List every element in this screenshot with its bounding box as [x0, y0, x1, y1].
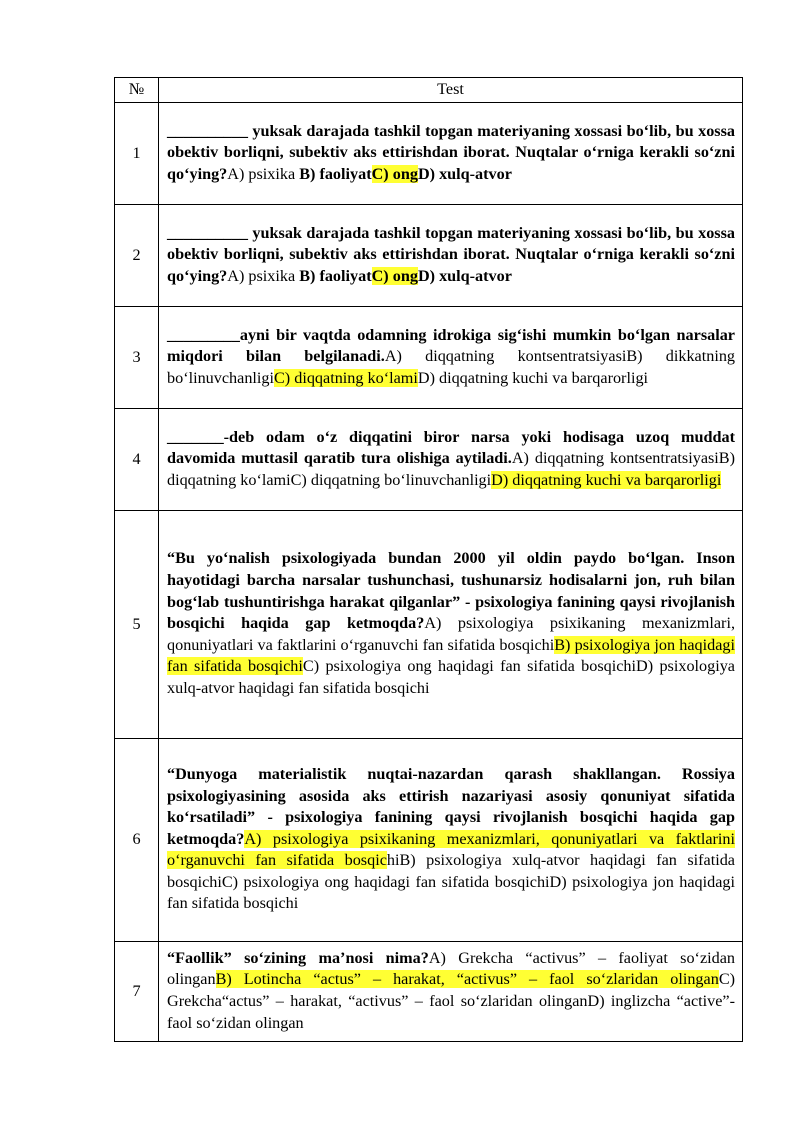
- highlighted-correct-answer: C) diqqatning ko‘lami: [274, 368, 418, 387]
- question-text: [159, 103, 743, 205]
- answer-option: B) faoliyat: [299, 164, 372, 183]
- question-stem: “Dunyoga materialistik nuqtai-nazardan qarash shakllangan. Rossiya psixologiyasining asosida aks ettirish nazariyasi asosiy qonuniyat sifatida ko‘rsatiladi” - psixologiya fanining qaysi rivojlanish bosqichi haqida gap ketmoqda?: [167, 764, 735, 848]
- answer-option: D) diqqatning kuchi va barqarorligi: [417, 368, 649, 387]
- answer-option: A) psixika: [227, 266, 300, 285]
- question-stem: _______-deb odam o‘z diqqatini biror narsa yoki hodisaga uzoq muddat davomida muttasil qaratib tura olishiga aytiladi.: [167, 427, 735, 468]
- question-row: [115, 409, 743, 511]
- test-column-header: Test: [159, 78, 743, 103]
- highlighted-correct-answer: B) psixologiya jon haqidagi fan sifatida bosqichi: [167, 635, 735, 676]
- number-column-header: №: [115, 78, 159, 103]
- question-row: [115, 942, 743, 1042]
- answer-option: D) xulq-atvor: [417, 164, 512, 183]
- question-text: [159, 409, 743, 511]
- question-stem: _________ayni bir vaqtda odamning idrokiga sig‘ishi mumkin bo‘lgan narsalar miqdori bilan belgilanadi.: [167, 325, 735, 366]
- question-stem: “Faollik” so‘zining ma’nosi nima?: [167, 948, 429, 967]
- highlighted-correct-answer: C) ong: [371, 266, 418, 285]
- answer-option: B) faoliyat: [299, 266, 372, 285]
- question-row: [115, 205, 743, 307]
- answer-option: D) xulq-atvor: [417, 266, 512, 285]
- question-stem: __________ yuksak darajada tashkil topgan materiyaning xossasi bo‘lib, bu xossa obektiv borliqni, subektiv aks ettirishdan iborat. Nuqtalar o‘rniga kerakli so‘zni qo‘ying?: [167, 121, 735, 183]
- answer-options: A) diqqatning kontsentratsiyasiB) dikkatning bo‘linuvchanligi: [167, 347, 736, 387]
- question-text: [159, 307, 743, 409]
- question-number: 2: [115, 205, 159, 307]
- question-number: 7: [115, 942, 159, 1042]
- test-table: [114, 77, 743, 1042]
- answer-option: A) psixika: [227, 164, 300, 183]
- table-header-row: [115, 78, 743, 103]
- highlighted-correct-answer: A) psixologiya psixikaning mexanizmlari, qonuniyatlari va faktlarini o‘rganuvchi fan sifatida bosqic: [167, 829, 735, 870]
- answer-options: A) diqqatning kontsentratsiyasiB) diqqatning ko‘lamiC) diqqatning bo‘linuvchanligi: [167, 449, 735, 489]
- answer-options: C) psixologiya ong haqidagi fan sifatida bosqichiD) psixologiya xulq-atvor haqidagi fan sifatida bosqichi: [167, 657, 735, 697]
- question-number: 1: [115, 103, 159, 205]
- question-number: 4: [115, 409, 159, 511]
- answer-options: hiB) psixologiya xulq-atvor haqidagi fan sifatida bosqichiC) psixologiya ong haqidagi fan sifatida bosqichiD) psixologiya jon haqidagi fan sifatida bosqichi: [167, 851, 735, 913]
- highlighted-correct-answer: C) ong: [371, 164, 418, 183]
- question-number: 6: [115, 739, 159, 942]
- question-row: [115, 511, 743, 739]
- question-stem: “Bu yo‘nalish psixologiyada bundan 2000 yil oldin paydo bo‘lgan. Inson hayotidagi barcha narsalar tushunchasi, tushunarsiz hodisalarni jon, ruh bilan bog‘lab tushuntirishga harakat qilganlar” - psixologiya fanining qaysi rivojlanish bosqichi haqida gap ketmoqda?: [167, 549, 735, 633]
- question-text: [159, 739, 743, 942]
- answer-options: C) Grekcha“actus” – harakat, “activus” – faol so‘zlaridan olinganD) inglizcha “active”- faol so‘zidan olingan: [167, 970, 735, 1032]
- question-text: [159, 942, 743, 1042]
- question-text: [159, 205, 743, 307]
- answer-option: A) Grekcha “activus” – faoliyat so‘zidan olingan: [167, 948, 736, 989]
- question-number: 5: [115, 511, 159, 739]
- question-stem: __________ yuksak darajada tashkil topgan materiyaning xossasi bo‘lib, bu xossa obektiv borliqni, subektiv aks ettirishdan iborat. Nuqtalar o‘rniga kerakli so‘zni qo‘ying?: [167, 223, 735, 285]
- highlighted-correct-answer: D) diqqatning kuchi va barqarorligi: [491, 470, 722, 489]
- highlighted-correct-answer: B) Lotincha “actus” – harakat, “activus” – faol so‘zlaridan olingan: [215, 970, 719, 989]
- question-text: [159, 511, 743, 739]
- question-number: 3: [115, 307, 159, 409]
- question-row: [115, 103, 743, 205]
- answer-option: A) psixologiya psixikaning mexanizmlari, qonuniyatlari va faktlarini o‘rganuvchi fan sifatida bosqichi: [167, 614, 735, 654]
- question-row: [115, 739, 743, 942]
- question-row: [115, 307, 743, 409]
